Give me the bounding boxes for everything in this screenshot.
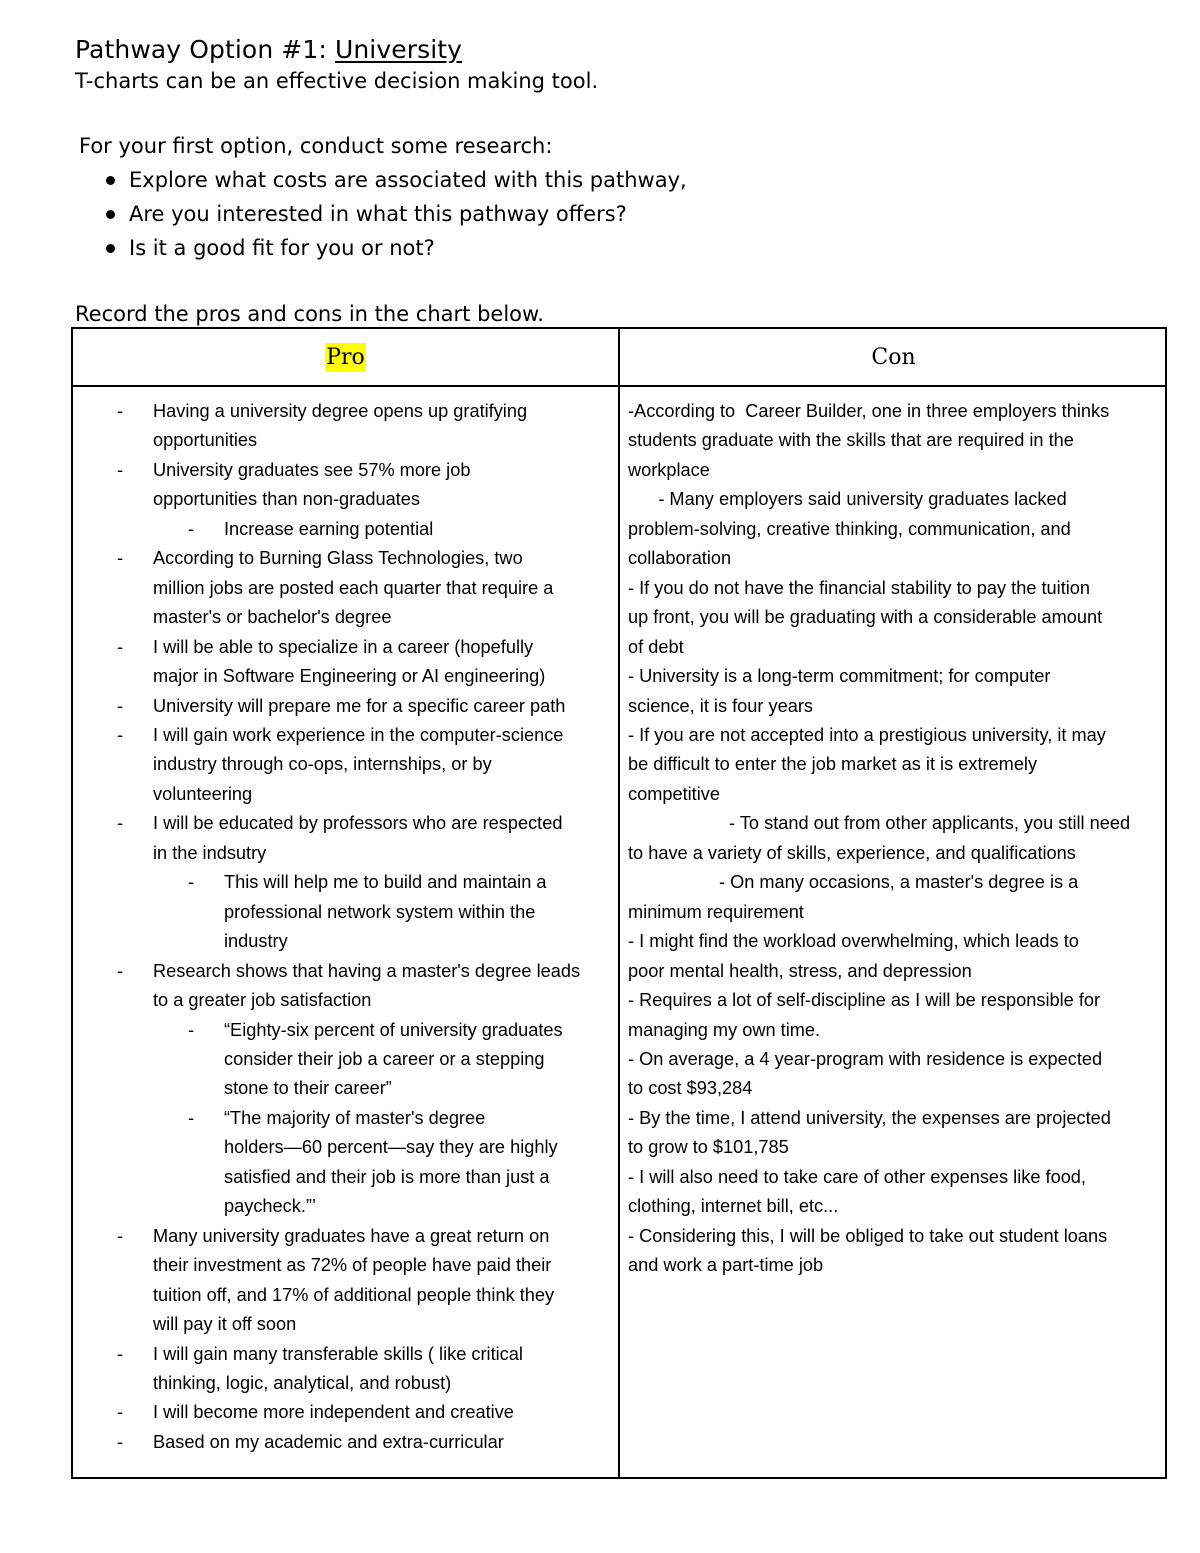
pro-line-text: I will be educated by professors who are respected: [153, 813, 563, 834]
pro-bullet-marker: -: [117, 636, 124, 657]
pro-line-text: thinking, logic, analytical, and robust): [153, 1372, 452, 1393]
pro-line: [73, 1074, 618, 1103]
pro-line: [73, 1428, 618, 1457]
bullet-item: [104, 199, 687, 233]
pro-line-text: I will become more independent and creative: [153, 1402, 514, 1423]
con-line: be difficult to enter the job market as it is extremely: [628, 754, 1038, 775]
pro-line: [73, 809, 618, 838]
pro-header-cell: [73, 329, 618, 385]
pro-line-text: opportunities than non-graduates: [153, 489, 420, 510]
con-line: and work a part-time job: [628, 1255, 824, 1276]
pro-line: [73, 1104, 618, 1133]
pro-bullet-marker: -: [117, 960, 124, 981]
title-prefix: Pathway Option #1:: [75, 35, 335, 64]
con-line: - If you are not accepted into a prestigious university, it may: [628, 724, 1106, 745]
con-line: - On average, a 4 year-program with residence is expected: [628, 1048, 1103, 1069]
pro-line-text: industry through co-ops, internships, or by: [153, 754, 492, 775]
pro-line: [73, 603, 618, 632]
con-line: - University is a long-term commitment; for computer: [628, 666, 1051, 687]
bullet-text: Are you interested in what this pathway offers?: [129, 202, 627, 226]
pro-bullet-marker: -: [117, 1225, 124, 1246]
pro-bullet-marker: -: [117, 548, 124, 569]
con-line: - On many occasions, a master's degree is a: [628, 872, 1079, 893]
pro-line: [73, 986, 618, 1015]
con-line: clothing, internet bill, etc...: [628, 1196, 839, 1217]
con-line: of debt: [628, 636, 684, 657]
con-line: - I will also need to take care of other expenses like food,: [628, 1166, 1086, 1187]
pro-line-text: According to Burning Glass Technologies, two: [153, 548, 523, 569]
pro-bullet-marker: -: [117, 459, 124, 480]
pro-line: [73, 868, 618, 897]
pro-line: [73, 692, 618, 721]
t-chart-header-rule: [73, 385, 1165, 387]
pro-bullet-marker: -: [188, 872, 195, 893]
pro-line: [73, 544, 618, 573]
bullet-text: Explore what costs are associated with this pathway,: [129, 168, 687, 192]
con-line: - If you do not have the financial stability to pay the tuition: [628, 577, 1091, 598]
pro-line: [73, 1133, 618, 1162]
pro-line: [73, 927, 618, 956]
con-line: competitive: [628, 783, 720, 804]
pro-line-text: in the indsutry: [153, 842, 267, 863]
con-line: - I might find the workload overwhelming, which leads to: [628, 931, 1079, 952]
pro-line: [73, 485, 618, 514]
bullet-item: [104, 165, 687, 199]
pro-line-text: professional network system within the: [224, 901, 536, 922]
pro-bullet-marker: -: [188, 1019, 195, 1040]
con-header-cell: [620, 329, 1167, 385]
pro-line: [73, 750, 618, 779]
pro-column: [73, 397, 618, 1457]
pro-line: [73, 397, 618, 426]
pro-line-text: tuition off, and 17% of additional people think they: [153, 1284, 555, 1305]
pro-line-text: I will be able to specialize in a career (hopefully: [153, 636, 534, 657]
pro-line-text: Many university graduates have a great return on: [153, 1225, 550, 1246]
pro-line-text: University graduates see 57% more job: [153, 459, 471, 480]
pro-line: [73, 721, 618, 750]
bullet-dot-icon: [106, 244, 115, 253]
pro-line-text: University will prepare me for a specific career path: [153, 695, 566, 716]
pro-line-text: stone to their career”: [224, 1078, 392, 1099]
con-line: to have a variety of skills, experience, and qualifications: [628, 842, 1076, 863]
pro-line: [73, 633, 618, 662]
pro-line-text: Research shows that having a master's degree leads: [153, 960, 581, 981]
con-line: - Many employers said university graduates lacked: [628, 489, 1067, 510]
page-title: [75, 34, 462, 66]
con-line: - To stand out from other applicants, you still need: [628, 813, 1131, 834]
pro-line: [73, 574, 618, 603]
bullet-item: [104, 233, 687, 267]
pro-line: [73, 898, 618, 927]
con-header: Con: [871, 344, 916, 370]
pro-line-text: paycheck.”’: [224, 1196, 316, 1217]
bullet-text: Is it a good fit for you or not?: [129, 236, 435, 260]
pro-line-text: holders—60 percent—say they are highly: [224, 1137, 558, 1158]
pro-line-text: opportunities: [153, 430, 258, 451]
pro-bullet-marker: -: [117, 1431, 124, 1452]
pro-line: [73, 662, 618, 691]
pro-line: [73, 1369, 618, 1398]
pro-line-text: industry: [224, 931, 288, 952]
pro-line: [73, 1310, 618, 1339]
pro-bullet-marker: -: [188, 1107, 195, 1128]
pro-line-text: I will gain work experience in the computer-science: [153, 724, 564, 745]
title-pathway: University: [334, 35, 463, 64]
pro-bullet-marker: -: [117, 1402, 124, 1423]
con-line: up front, you will be graduating with a considerable amount: [628, 607, 1103, 628]
con-line: to grow to $101,785: [628, 1137, 789, 1158]
pro-line-text: Increase earning potential: [224, 518, 434, 539]
pro-line-text: major in Software Engineering or AI engineering): [153, 666, 546, 687]
pro-line: [73, 839, 618, 868]
pro-line: [73, 780, 618, 809]
pro-line-text: consider their job a career or a stepping: [224, 1048, 545, 1069]
pro-bullet-marker: -: [117, 1343, 124, 1364]
con-line: - Requires a lot of self-discipline as I will be responsible for: [628, 990, 1101, 1011]
con-line: students graduate with the skills that are required in the: [628, 430, 1074, 451]
pro-line-text: their investment as 72% of people have paid their: [153, 1255, 552, 1276]
pro-line: [73, 1222, 618, 1251]
pro-line: [73, 1163, 618, 1192]
con-line: science, it is four years: [628, 695, 813, 716]
research-bullet-list: [104, 165, 687, 267]
con-column: [628, 397, 1163, 1281]
pro-line: [73, 456, 618, 485]
pro-line-text: will pay it off soon: [153, 1314, 297, 1335]
record-instruction: Record the pros and cons in the chart below.: [75, 302, 544, 326]
pro-line-text: satisfied and their job is more than just a: [224, 1166, 550, 1187]
pro-line: [73, 1340, 618, 1369]
subtitle: T-charts can be an effective decision making tool.: [75, 69, 599, 93]
pro-bullet-marker: -: [188, 518, 195, 539]
pro-bullet-marker: -: [117, 813, 124, 834]
pro-bullet-marker: -: [117, 724, 124, 745]
pro-line-text: This will help me to build and maintain a: [224, 872, 547, 893]
con-line: poor mental health, stress, and depression: [628, 960, 972, 981]
con-line: managing my own time.: [628, 1019, 821, 1040]
research-intro: For your first option, conduct some research:: [79, 134, 553, 158]
bullet-dot-icon: [106, 210, 115, 219]
con-line: to cost $93,284: [628, 1078, 753, 1099]
pro-line-text: million jobs are posted each quarter that require a: [153, 577, 554, 598]
pro-line: [73, 426, 618, 455]
pro-line: [73, 1016, 618, 1045]
pro-line-text: Having a university degree opens up gratifying: [153, 401, 528, 421]
pro-line: [73, 1281, 618, 1310]
pro-line-text: I will gain many transferable skills ( like critical: [153, 1343, 523, 1364]
con-line: - Considering this, I will be obliged to take out student loans: [628, 1225, 1108, 1246]
pro-line-text: “The majority of master's degree: [224, 1107, 486, 1128]
pro-line: [73, 515, 618, 544]
pro-header: Pro: [326, 344, 365, 370]
bullet-dot-icon: [106, 176, 115, 185]
pro-line-text: master's or bachelor's degree: [153, 607, 392, 628]
pro-line: [73, 957, 618, 986]
con-line: minimum requirement: [628, 901, 804, 922]
t-chart: [71, 327, 1167, 1479]
pro-bullet-marker: -: [117, 401, 124, 421]
con-line: - By the time, I attend university, the expenses are projected: [628, 1107, 1111, 1128]
con-line: -According to Career Builder, one in three employers thinks: [628, 401, 1110, 421]
pro-line: [73, 1045, 618, 1074]
pro-line-text: Based on my academic and extra-curricular: [153, 1431, 504, 1452]
pro-line: [73, 1192, 618, 1221]
pro-line: [73, 1398, 618, 1427]
con-line: problem-solving, creative thinking, communication, and: [628, 518, 1071, 539]
t-chart-divider: [618, 329, 620, 1477]
pro-line-text: “Eighty-six percent of university graduates: [224, 1019, 563, 1040]
pro-line-text: volunteering: [153, 783, 253, 804]
con-line: workplace: [628, 459, 710, 480]
pro-line: [73, 1251, 618, 1280]
con-line: collaboration: [628, 548, 732, 569]
pro-bullet-marker: -: [117, 695, 124, 716]
pro-line-text: to a greater job satisfaction: [153, 990, 372, 1011]
